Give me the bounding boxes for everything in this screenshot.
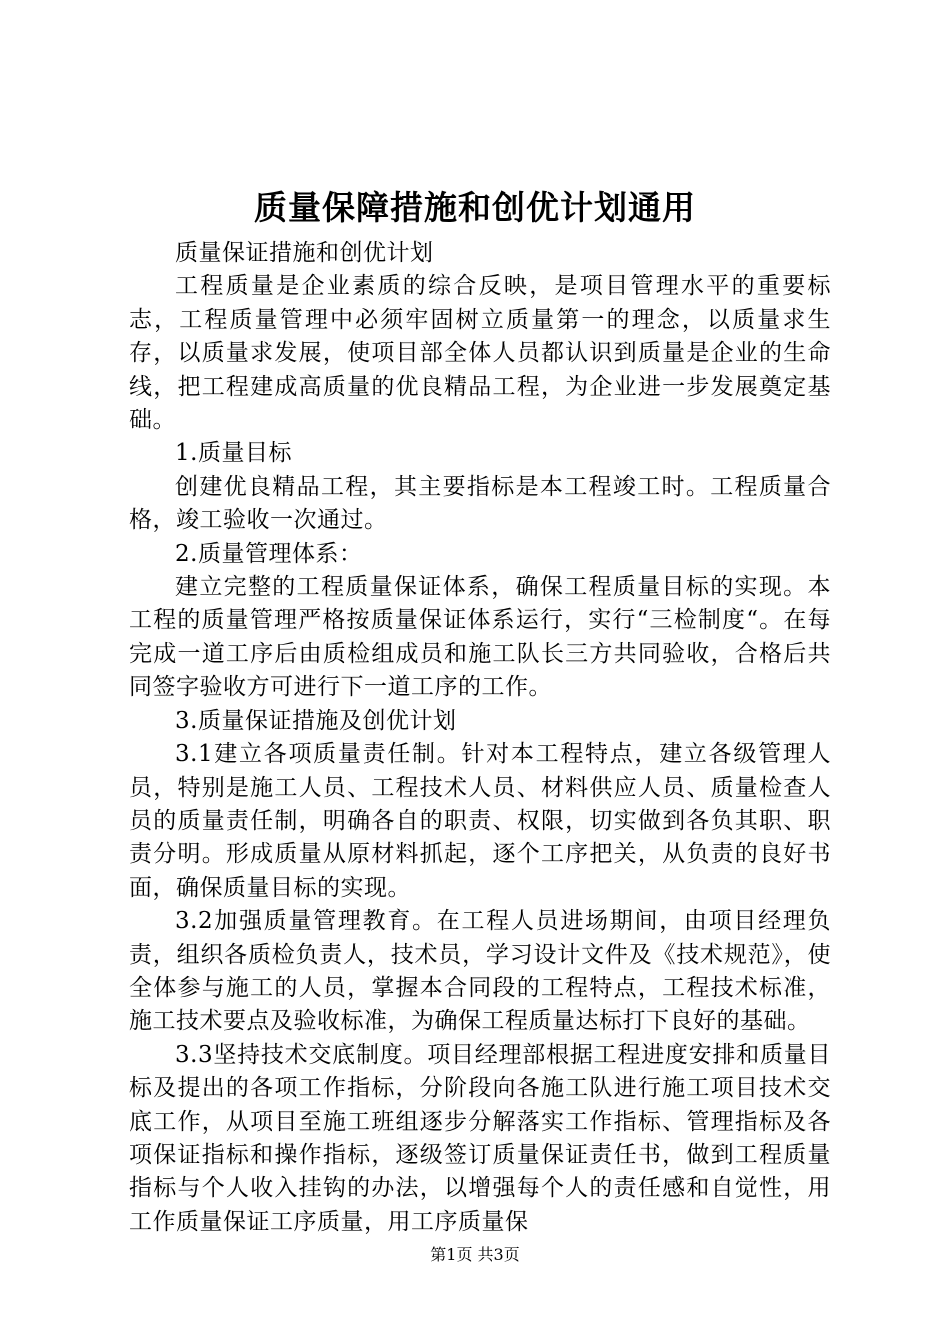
document-body (129, 237, 831, 1239)
paragraph-subtitle: 质量保证措施和创优计划 (175, 240, 434, 266)
paragraph-measure-3-1: 3.1建立各项质量责任制。针对本工程特点，建立各级管理人员，特别是施工人员、工程技术人员、材料供应人员、质量检查人员的质量责任制，明确各自的职责、权限，切实做到各负其职、职责分明。形成质量从原材料抓起，逐个工序把关，从负责的良好书面，确保质量目标的实现。 (129, 741, 831, 901)
heading-quality-goal: 1.质量目标 (175, 440, 292, 467)
paragraph-measure-3-2: 3.2加强质量管理教育。在工程人员进场期间，由项目经理负责，组织各质检负责人，技术员，学习设计文件及《技术规范》，使全体参与施工的人员，掌握本合同段的工程特点，工程技术标准，施工技术要点及验收标准，为确保工程质量达标打下良好的基础。 (129, 908, 831, 1035)
paragraph-intro: 工程质量是企业素质的综合反映，是项目管理水平的重要标志，工程质量管理中必须牢固树立质量第一的理念，以质量求生存，以质量求发展，使项目部全体人员都认识到质量是企业的生命线，把工程建成高质量的优良精品工程，为企业进一步发展奠定基础。 (129, 273, 831, 434)
paragraph-measure-3-3: 3.3坚持技术交底制度。项目经理部根据工程进度安排和质量目标及提出的各项工作指标，分阶段向各施工队进行施工项目技术交底工作，从项目至施工班组逐步分解落实工作指标、管理指标及各项保证指标和操作指标，逐级签订质量保证责任书，做到工程质量指标与个人收入挂钩的办法，以增强每个人的责任感和自觉性，用工作质量保证工序质量，用工序质量保 (129, 1041, 831, 1235)
page-footer: 第1页 共3页 (430, 1245, 520, 1264)
heading-quality-system: 2.质量管理体系： (175, 540, 363, 567)
document-title: 质量保障措施和创优计划通用 (254, 188, 696, 227)
heading-quality-measures: 3.质量保证措施及创优计划 (175, 707, 457, 734)
paragraph-quality-goal: 创建优良精品工程，其主要指标是本工程竣工时。工程质量合格，竣工验收一次通过。 (129, 473, 831, 534)
paragraph-quality-system: 建立完整的工程质量保证体系，确保工程质量目标的实现。本工程的质量管理严格按质量保证体系运行，实行“三检制度“。在每完成一道工序后由质检组成员和施工队长三方共同验收，合格后共同签字验收方可进行下一道工序的工作。 (129, 574, 831, 701)
